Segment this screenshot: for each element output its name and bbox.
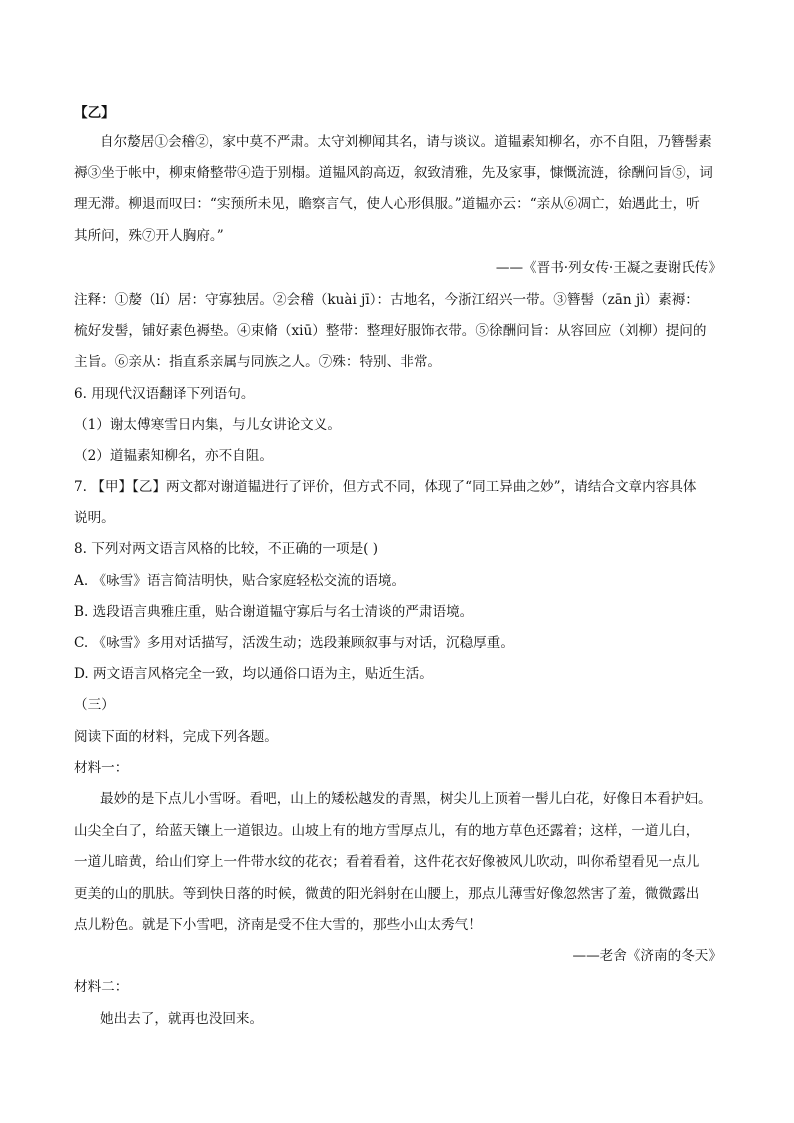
material-1-line-4: 更美的山的肌肤。等到快日落的时候，微黄的阳光斜射在山腰上，那点儿薄雪好像忽然害了羞，微微露出	[74, 886, 700, 902]
question-7-line-2: 说明。	[74, 510, 115, 526]
section-yi-heading: 【乙】	[74, 105, 115, 121]
passage-line-1: 自尔嫠居①会稽②，家中莫不严肃。太守刘柳闻其名，请与谈议。道韫素知柳名，亦不自阻，乃簪髻素	[100, 134, 712, 150]
notes-line-1: 注释：①嫠（lí）居：守寡独居。②会稽（kuài jī）：古地名，今浙江绍兴一带。③簪髻（zān jì）素褥：	[74, 292, 699, 308]
notes-line-2: 梳好发髻，铺好素色褥垫。④束脩（xiū）整带：整理好服饰衣带。⑤徐酬问旨：从容回应（刘柳）提问的	[74, 323, 707, 339]
passage-source: ——《晋书·列女传·王凝之妻谢氏传》	[495, 260, 722, 276]
question-6-item-2: （2）道韫素知柳名，亦不自阻。	[74, 448, 273, 464]
question-8-option-a: A. 《咏雪》语言简洁明快，贴合家庭轻松交流的语境。	[74, 573, 406, 589]
material-1-line-3: 一道儿暗黄，给山们穿上一件带水纹的花衣；看着看着，这件花衣好像被风儿吹动，叫你希望看见一点儿	[74, 854, 700, 870]
material-1-line-5: 点儿粉色。就是下小雪吧，济南是受不住大雪的，那些小山太秀气！	[74, 917, 482, 933]
material-1-line-2: 山尖全白了，给蓝天镶上一道银边。山坡上有的地方雪厚点儿，有的地方草色还露着；这样，一道儿白，	[74, 823, 700, 839]
question-6-item-1: （1）谢太傅寒雪日内集，与儿女讲论文义。	[74, 417, 341, 433]
passage-line-2: 褥③坐于帐中，柳束脩整带④造于别榻。道韫风韵高迈，叙致清雅，先及家事，慷慨流涟，徐酬问旨⑤，词	[74, 165, 713, 181]
section-three-heading: （三）	[74, 697, 115, 713]
passage-line-3: 理无滞。柳退而叹曰：“实预所未见，瞻察言气，使人心形俱服。”道韫亦云：“亲从⑥凋亡，始遇此士，听	[74, 196, 700, 212]
material-2-label: 材料二：	[74, 979, 129, 995]
question-6: 6. 用现代汉语翻译下列语句。	[74, 386, 255, 402]
question-8-option-c: C. 《咏雪》多用对话描写，活泼生动；选段兼顾叙事与对话，沉稳厚重。	[74, 635, 514, 651]
material-1-line-1: 最妙的是下点儿小雪呀。看吧，山上的矮松越发的青黑，树尖儿上顶着一髻儿白花，好像日本看护妇。	[100, 791, 712, 807]
material-2-line-1: 她出去了，就再也没回来。	[100, 1011, 264, 1027]
passage-line-4: 其所问，殊⑦开人胸府。”	[74, 228, 224, 244]
question-7-line-1: 7. 【甲】【乙】两文都对谢道韫进行了评价，但方式不同，体现了“同工异曲之妙”，请结合文章内容具体	[74, 479, 697, 495]
notes-line-3: 主旨。⑥亲从：指直系亲属与同族之人。⑦殊：特别、非常。	[74, 354, 442, 370]
section-three-instruction: 阅读下面的材料，完成下列各题。	[74, 729, 278, 745]
material-1-source: ——老舍《济南的冬天》	[572, 948, 722, 964]
question-8: 8. 下列对两文语言风格的比较，不正确的一项是( )	[74, 541, 379, 557]
question-8-option-d: D. 两文语言风格完全一致，均以通俗口语为主，贴近生活。	[74, 666, 433, 682]
material-1-label: 材料一：	[74, 760, 129, 776]
question-8-option-b: B. 选段语言典雅庄重，贴合谢道韫守寡后与名士清谈的严肃语境。	[74, 604, 474, 620]
